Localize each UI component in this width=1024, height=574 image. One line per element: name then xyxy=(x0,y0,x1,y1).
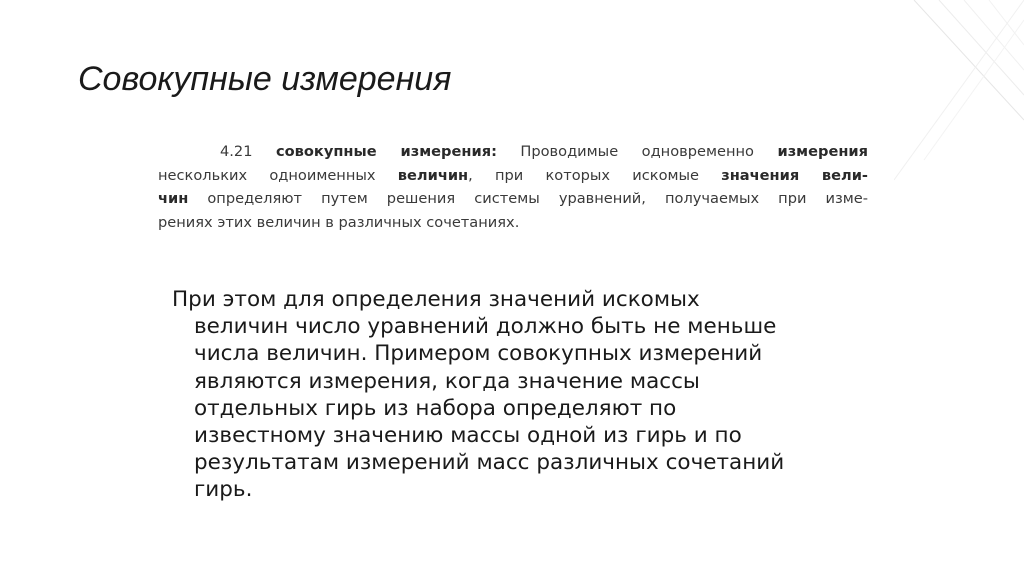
body-paragraph xyxy=(172,286,862,504)
body-line: являются измерения, когда значение массы xyxy=(194,368,700,394)
definition-line-4: рениях этих величин в различных сочетаниях. xyxy=(158,213,520,231)
definition-term: совокупные измерения: xyxy=(275,143,497,160)
definition-bold-part: величин xyxy=(397,166,469,184)
definition-text-part: нескольких одноименных xyxy=(158,166,376,184)
body-line: отдельных гирь из набора определяют по xyxy=(194,395,677,421)
body-line: результатам измерений масс различных сочетаний xyxy=(194,450,785,476)
definition-line-1 xyxy=(158,140,868,164)
definition-bold-part: измерения xyxy=(777,143,869,160)
definition-bold-part: чин xyxy=(158,190,189,207)
slide-title: Совокупные измерения xyxy=(78,60,452,98)
definition-text xyxy=(158,140,868,234)
definition-line-3 xyxy=(158,187,868,211)
body-line: гирь. xyxy=(194,477,253,503)
body-line: При этом для определения значений искомых xyxy=(172,287,700,312)
corner-decoration xyxy=(894,0,1024,574)
definition-text-part: Проводимые одновременно xyxy=(520,143,754,160)
body-line: величин число уравнений должно быть не меньше xyxy=(194,314,777,340)
definition-text-part: определяют путем решения системы уравнений, получаемых при изме- xyxy=(207,190,868,207)
definition-number: 4.21 xyxy=(220,143,253,160)
definition-image xyxy=(150,136,870,244)
body-line: известному значению массы одной из гирь и по xyxy=(194,423,742,449)
definition-text-part: , при которых искомые xyxy=(468,166,700,184)
definition-line-2 xyxy=(158,164,868,188)
body-line: числа величин. Примером совокупных измерений xyxy=(194,341,763,367)
definition-bold-part: значения вели- xyxy=(721,166,868,184)
